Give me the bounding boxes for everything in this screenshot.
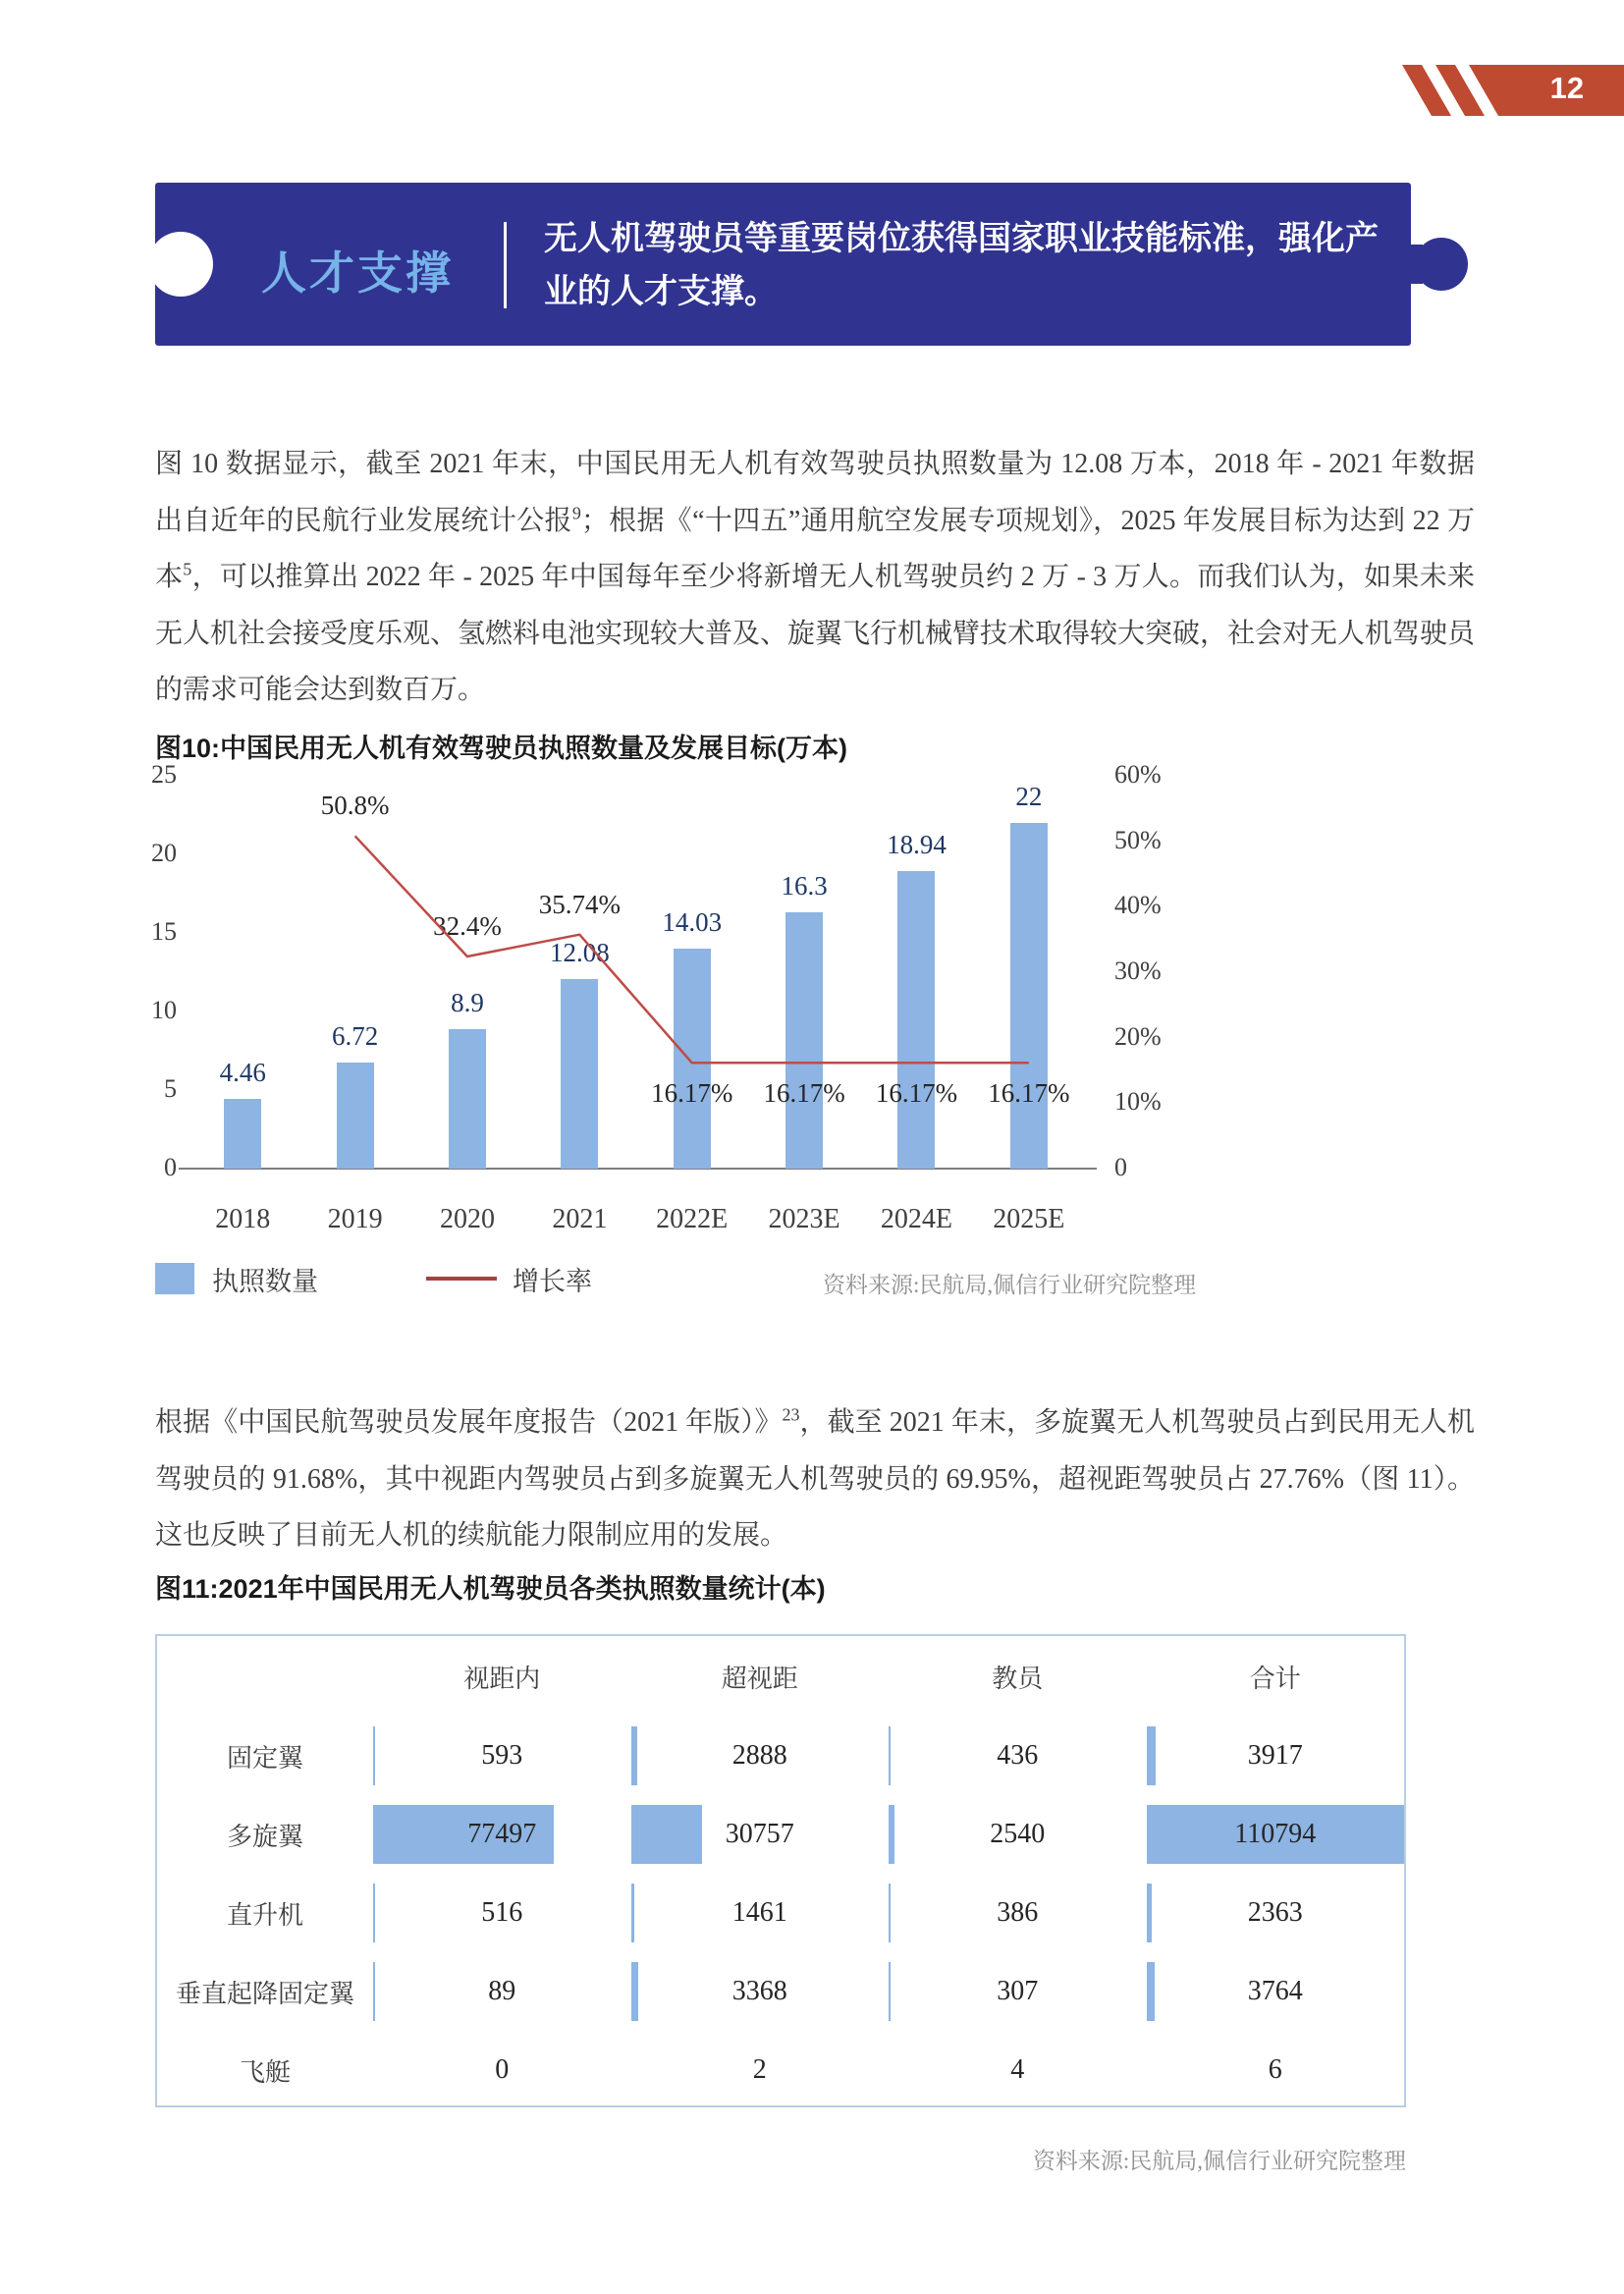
x-axis-label: 2025E	[993, 1204, 1065, 1234]
x-axis-label: 2021	[552, 1204, 608, 1234]
table-cell	[631, 1952, 890, 2031]
column-header: 视距内	[463, 1664, 541, 1693]
table-cell	[373, 1874, 631, 1952]
cell-value: 2363	[1247, 1897, 1303, 1928]
paragraph-text: ，截至 2021 年末，多旋翼无人机驾驶员占到民用无人机驾驶员的 91.68%，其中视距内驾驶员占到多旋翼无人机驾驶员的 69.95%，超视距驾驶员占 27.76%（图 11）。这也反映了目前无人机的续航能力限制应用的发展。	[155, 1407, 1475, 1551]
left-axis-tick: 20	[151, 839, 177, 867]
right-axis-tick: 40%	[1114, 891, 1162, 920]
cell-value: 436	[997, 1740, 1039, 1771]
row-label: 固定翼	[226, 1743, 303, 1773]
table-row	[157, 1952, 1404, 2031]
x-axis-label: 2020	[439, 1204, 495, 1234]
bar-value-label: 18.94	[887, 829, 947, 859]
x-axis-label: 2024E	[880, 1204, 952, 1234]
right-axis-tick: 30%	[1114, 956, 1162, 985]
table-cell	[889, 1795, 1147, 1874]
column-header: 合计	[1249, 1664, 1301, 1693]
cell-value: 593	[481, 1740, 523, 1771]
table-cell	[889, 1952, 1147, 2031]
table-cell	[373, 1795, 631, 1874]
section-title: 人才支撑	[261, 247, 454, 299]
bar-value-label: 4.46	[219, 1057, 266, 1087]
x-axis-label: 2019	[327, 1204, 383, 1234]
row-label: 直升机	[226, 1900, 303, 1930]
figure10-source: 资料来源:民航局,佩信行业研究院整理	[823, 1273, 1197, 1297]
cell-data-bar	[373, 1884, 375, 1942]
right-axis-tick: 60%	[1114, 760, 1162, 789]
line-legend-label: 增长率	[513, 1266, 592, 1296]
cell-data-bar	[889, 1726, 891, 1785]
growth-rate-label: 50.8%	[320, 791, 390, 821]
figure10-title: 图10:中国民用无人机有效驾驶员执照数量及发展目标(万本)	[155, 734, 848, 763]
table-cell	[631, 2031, 890, 2109]
right-axis-tick: 20%	[1114, 1021, 1162, 1051]
table-cell	[373, 1717, 631, 1795]
table-cell	[1147, 1717, 1405, 1795]
bar-value-label: 8.9	[451, 987, 484, 1017]
growth-rate-line	[187, 776, 1085, 1169]
growth-rate-label: 16.17%	[651, 1078, 733, 1109]
table-row	[157, 1717, 1404, 1795]
cell-value: 307	[997, 1976, 1039, 2006]
right-axis-tick: 50%	[1114, 825, 1162, 854]
cell-value: 386	[997, 1897, 1039, 1928]
growth-rate-label: 16.17%	[763, 1078, 845, 1109]
cell-value: 89	[488, 1976, 516, 2006]
cell-value: 0	[495, 2054, 510, 2085]
bar-legend-swatch-icon	[155, 1263, 194, 1294]
cell-data-bar	[889, 1884, 891, 1942]
cell-value: 3764	[1247, 1976, 1303, 2006]
table-cell	[631, 1874, 890, 1952]
table-row	[157, 1795, 1404, 1874]
bar-value-label: 22	[1015, 782, 1043, 811]
cell-data-bar	[373, 1726, 375, 1785]
bar-value-label: 12.08	[549, 937, 610, 967]
footnote-superscript: 5	[183, 559, 192, 579]
table-cell	[1147, 1795, 1405, 1874]
cell-data-bar	[631, 1726, 638, 1785]
paragraph-text: ；根据《“十四五”通用航空发展专项规划》，2025 年发展目标为达到 22 万本	[155, 505, 1476, 592]
cell-value: 110794	[1234, 1819, 1317, 1849]
footnote-superscript: 9	[571, 503, 581, 523]
figure11-table	[155, 1634, 1406, 2107]
growth-rate-label: 16.17%	[875, 1078, 958, 1109]
cell-value: 2	[752, 2054, 767, 2085]
bar-legend-label: 执照数量	[212, 1266, 318, 1296]
cell-data-bar	[631, 1962, 639, 2021]
page-number-badge	[0, 65, 1624, 116]
banner-divider	[504, 222, 507, 308]
left-axis-tick: 0	[164, 1153, 177, 1181]
table-cell	[373, 1952, 631, 2031]
right-axis-tick: 0	[1114, 1153, 1127, 1181]
section-banner	[155, 183, 1411, 346]
cell-value: 6	[1268, 2054, 1282, 2085]
table-cell	[889, 1717, 1147, 1795]
cell-data-bar	[889, 1962, 891, 2021]
table-cell	[631, 1795, 890, 1874]
left-axis-tick: 5	[164, 1074, 177, 1103]
table-header-row	[157, 1636, 1404, 1717]
column-header: 教员	[992, 1664, 1044, 1693]
table-cell	[1147, 1874, 1405, 1952]
figure11-title: 图11:2021年中国民用无人机驾驶员各类执照数量统计(本)	[155, 1574, 826, 1604]
growth-rate-label: 35.74%	[538, 889, 621, 919]
paragraph-text: ，可以推算出 2022 年 - 2025 年中国每年至少将新增无人机驾驶员约 2 万 - 3 万人。而我们认为，如果未来无人机社会接受度乐观、氢燃料电池实现较大普及、旋翼飞行机械臂技术取得较大突破，社会对无人机驾驶员的需求可能会达到数百万。	[155, 562, 1476, 705]
paragraph-text: 根据《中国民航驾驶员发展年度报告（2021 年版）》	[155, 1407, 783, 1438]
cell-data-bar	[1147, 1962, 1156, 2021]
left-axis-tick: 25	[151, 760, 177, 789]
table-cell	[1147, 1952, 1405, 2031]
growth-rate-label: 16.17%	[988, 1078, 1070, 1109]
cell-value: 2540	[990, 1819, 1046, 1849]
row-label: 垂直起降固定翼	[175, 1979, 354, 2008]
section-description: 无人机驾驶员等重要岗位获得国家职业技能标准，强化产业的人才支撑。	[544, 220, 1379, 310]
bar-value-label: 14.03	[662, 906, 723, 937]
cell-value: 77497	[467, 1819, 537, 1849]
x-axis-label: 2018	[215, 1204, 271, 1234]
body-paragraph-1	[155, 436, 1475, 719]
right-axis-tick: 10%	[1114, 1087, 1162, 1117]
table-cell	[889, 1874, 1147, 1952]
cell-data-bar	[889, 1805, 894, 1864]
puzzle-notch-icon	[148, 232, 213, 297]
x-axis-label: 2023E	[768, 1204, 840, 1234]
cell-data-bar	[631, 1805, 703, 1864]
table-cell	[889, 2031, 1147, 2109]
table-row	[157, 1874, 1404, 1952]
left-axis-tick: 15	[151, 917, 177, 946]
cell-value: 3368	[731, 1976, 787, 2006]
cell-value: 4	[1010, 2054, 1025, 2085]
growth-rate-label: 32.4%	[433, 911, 502, 941]
footnote-superscript: 23	[782, 1404, 800, 1425]
table-cell	[1147, 2031, 1405, 2109]
cell-value: 2888	[731, 1740, 787, 1771]
cell-data-bar	[1147, 1884, 1153, 1942]
left-axis-tick: 10	[151, 996, 177, 1024]
cell-value: 30757	[725, 1819, 794, 1849]
cell-value: 1461	[731, 1897, 787, 1928]
cell-value: 3917	[1247, 1740, 1303, 1771]
row-label: 飞艇	[239, 2057, 291, 2087]
line-legend-swatch-icon	[426, 1277, 497, 1281]
table-cell	[631, 1717, 890, 1795]
cell-value: 516	[481, 1897, 523, 1928]
column-header: 超视距	[721, 1664, 798, 1693]
paragraph-text: 图 10 数据显示，截至 2021 年末，中国民用无人机有效驾驶员执照数量为 12.08 万本，2018 年 - 2021 年数据出自近年的民航行业发展统计公报	[155, 449, 1475, 536]
page-number: 12	[1549, 71, 1585, 105]
table-row	[157, 2031, 1404, 2109]
cell-data-bar	[1147, 1726, 1156, 1785]
x-axis-label: 2022E	[656, 1204, 729, 1234]
badge-rect	[1469, 65, 1624, 116]
cell-data-bar	[373, 1962, 375, 2021]
cell-data-bar	[631, 1884, 634, 1942]
figure11-source: 资料来源:民航局,佩信行业研究院整理	[1032, 2149, 1406, 2173]
body-paragraph-2	[155, 1394, 1475, 1564]
table-cell	[373, 2031, 631, 2109]
bar-value-label: 6.72	[331, 1021, 379, 1052]
puzzle-knob-icon	[1415, 238, 1468, 291]
figure10-legend	[155, 1259, 700, 1298]
row-label: 多旋翼	[226, 1822, 303, 1851]
bar-value-label: 16.3	[781, 871, 828, 901]
